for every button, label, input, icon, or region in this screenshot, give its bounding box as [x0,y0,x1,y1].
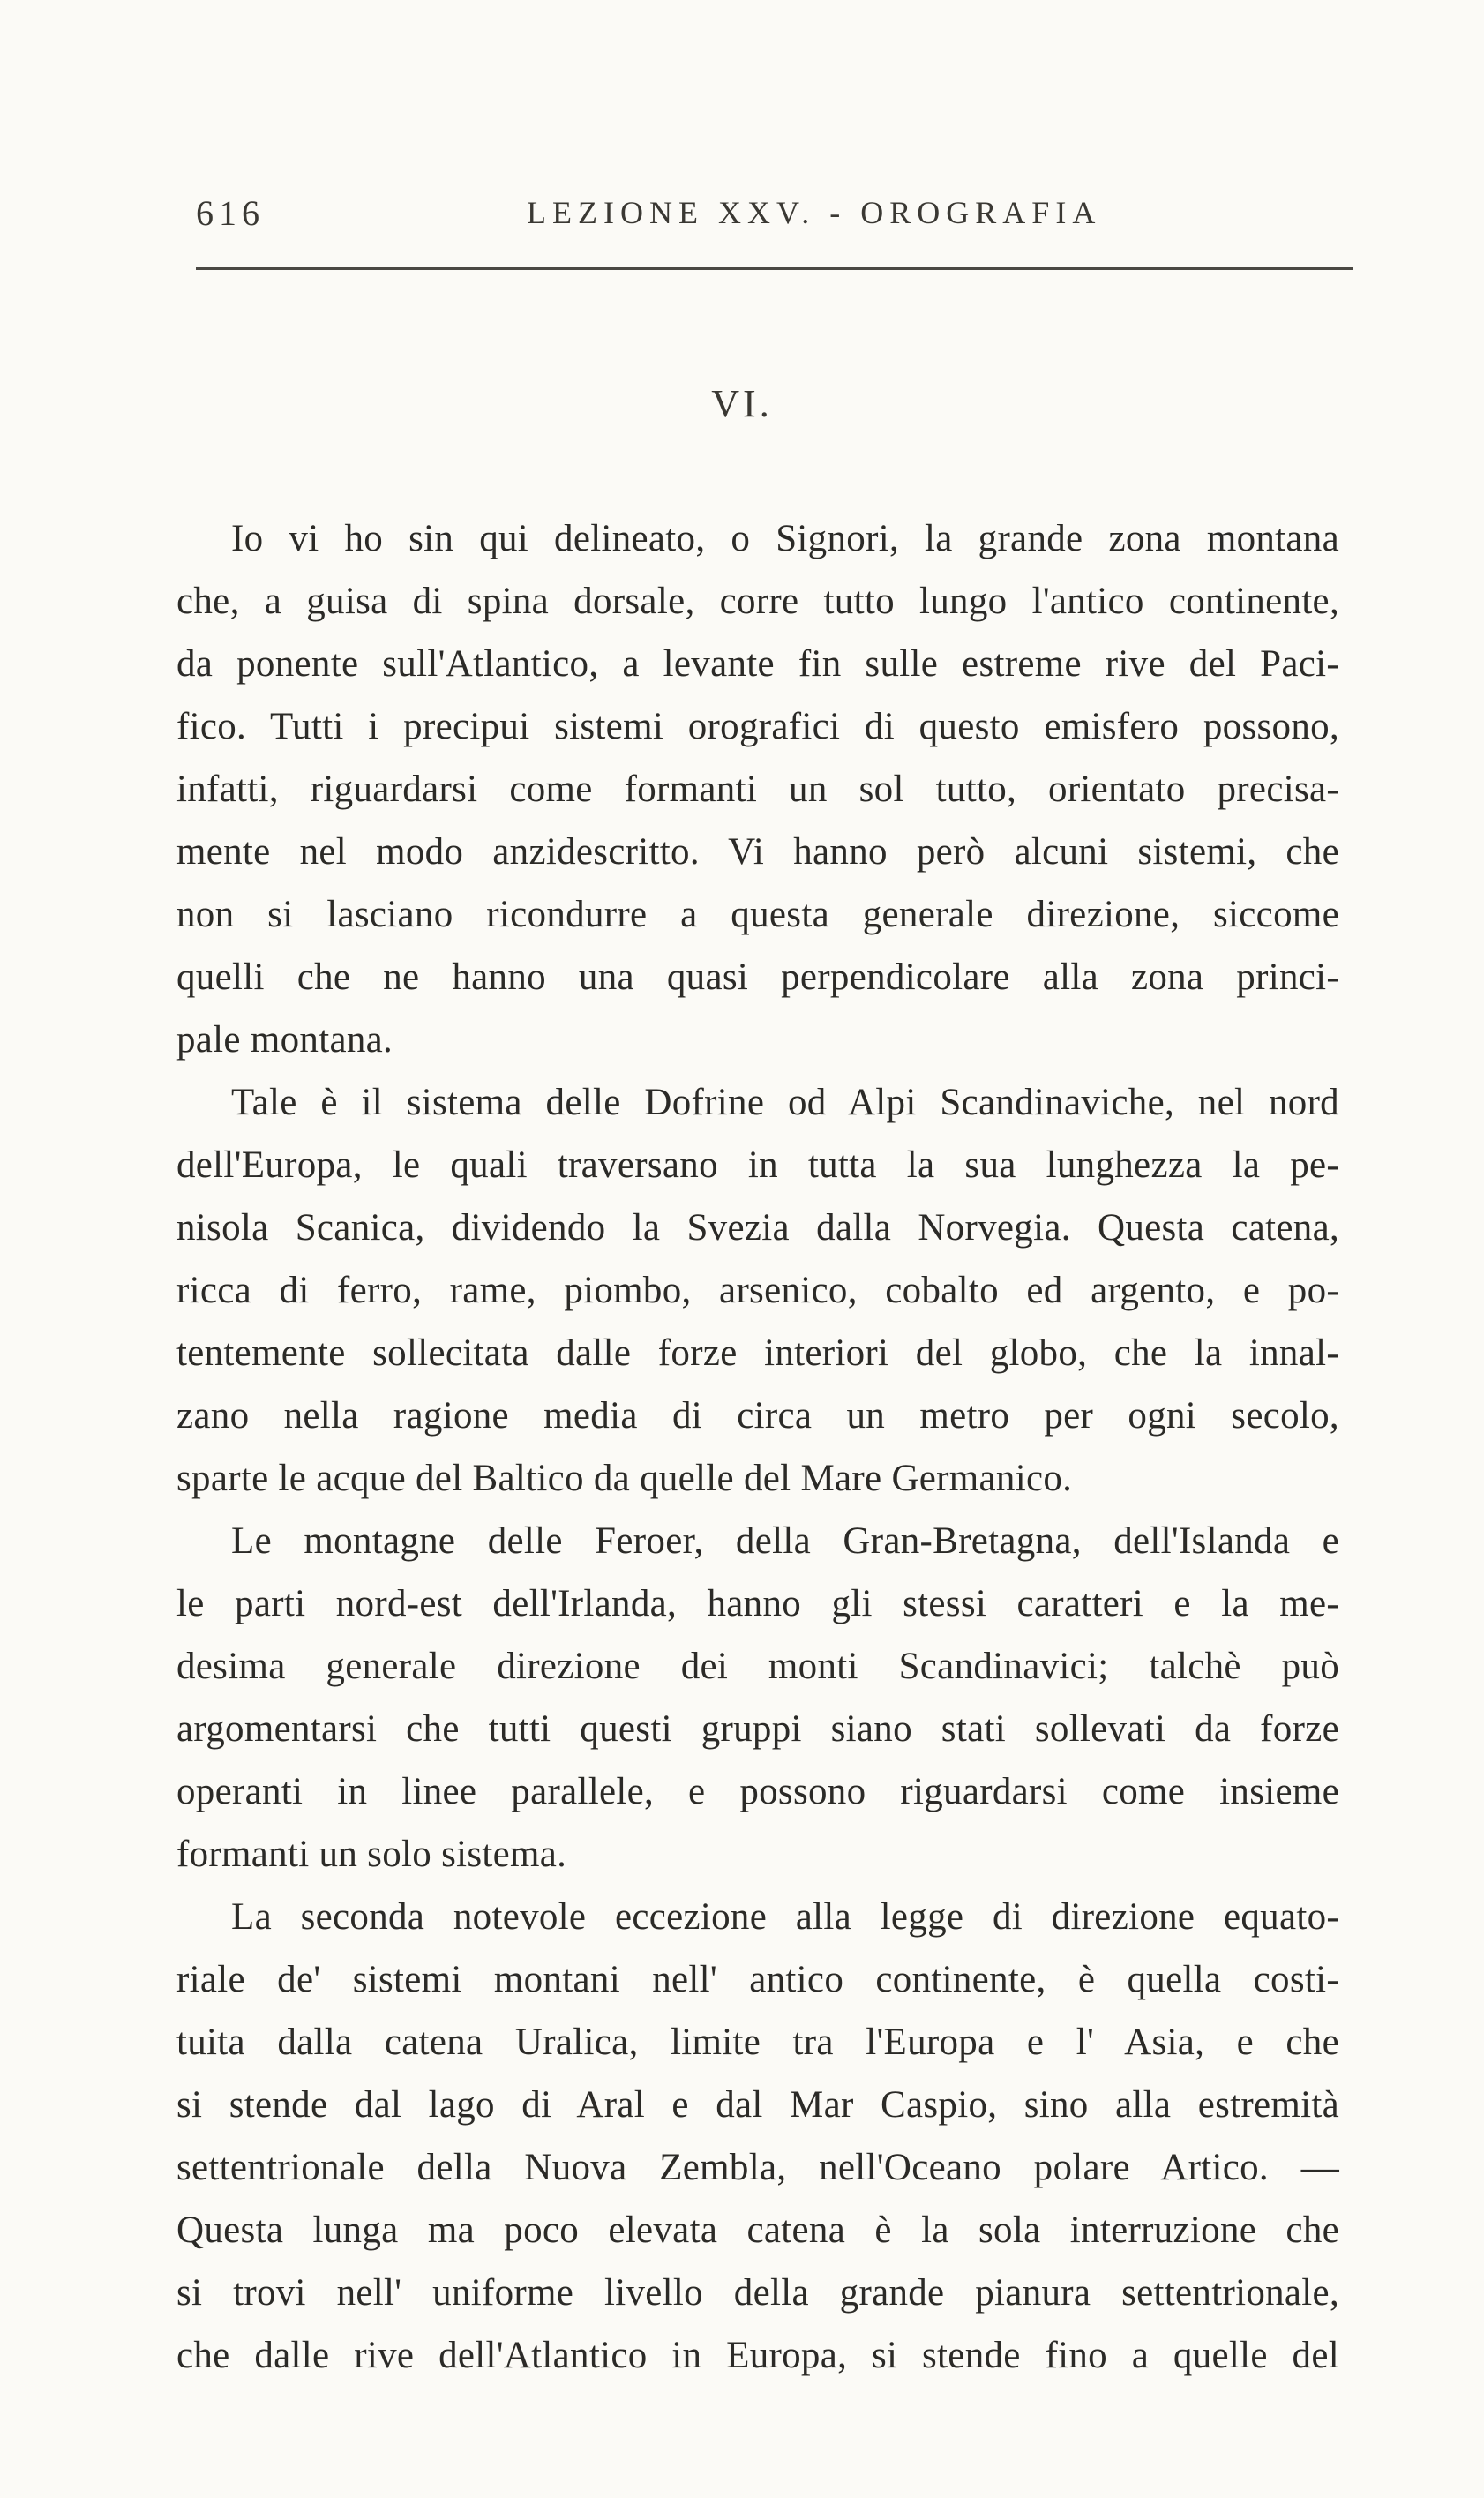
text-line: La seconda notevole eccezione alla legge di direzione equato- [231,1896,1339,1938]
text-line: infatti, riguardarsi come formanti un sol tutto, orientato precisa- [176,769,1339,810]
text-line: ricca di ferro, rame, piombo, arsenico, cobalto ed argento, e po- [176,1270,1339,1311]
text-line: Tale è il sistema delle Dofrine od Alpi Scandinaviche, nel nord [231,1082,1339,1123]
text-line: sparte le acque del Baltico da quelle del Mare Germanico. [176,1458,1073,1499]
text-line: si stende dal lago di Aral e dal Mar Caspio, sino alla estremità [176,2084,1339,2126]
text-line: formanti un solo sistema. [176,1834,567,1875]
text-line: fico. Tutti i precipui sistemi orografici di questo emisfero possono, [176,706,1339,747]
text-line: desima generale direzione dei monti Scandinavici; talchè può [176,1646,1339,1687]
page-header [196,192,1353,236]
text-line: dell'Europa, le quali traversano in tutta la sua lunghezza la pe- [176,1144,1339,1186]
text-line: non si lasciano ricondurre a questa generale direzione, siccome [176,894,1339,935]
text-line: operanti in linee parallele, e possono riguardarsi come insieme [176,1771,1339,1812]
text-line: zano nella ragione media di circa un metro per ogni secolo, [176,1395,1339,1437]
body-text [176,507,1339,2387]
text-line: tuita dalla catena Uralica, limite tra l'Europa e l' Asia, e che [176,2022,1339,2063]
text-line: quelli che ne hanno una quasi perpendicolare alla zona princi- [176,956,1339,998]
text-line: che dalle rive dell'Atlantico in Europa, si stende fino a quelle del [176,2335,1339,2376]
text-line: riale de' sistemi montani nell' antico continente, è quella costi- [176,1959,1339,2000]
text-line: mente nel modo anzidescritto. Vi hanno però alcuni sistemi, che [176,831,1339,873]
header-rule [196,267,1353,270]
text-line: nisola Scanica, dividendo la Svezia dalla Norvegia. Questa catena, [176,1207,1339,1249]
section-number: VI. [711,382,773,425]
text-line: che, a guisa di spina dorsale, corre tutto lungo l'antico continente, [176,581,1339,622]
text-line: argomentarsi che tutti questi gruppi siano stati sollevati da forze [176,1708,1339,1750]
text-line: pale montana. [176,1019,393,1061]
text-line: tentemente sollecitata dalle forze interiori del globo, che la innal- [176,1332,1339,1374]
text-line: Io vi ho sin qui delineato, o Signori, la grande zona montana [231,518,1339,559]
running-head: LEZIONE XXV. - OROGRAFIA [527,195,1102,230]
text-line: Questa lunga ma poco elevata catena è la sola interruzione che [176,2209,1339,2251]
text-line: settentrionale della Nuova Zembla, nell'Oceano polare Artico. — [176,2147,1339,2188]
text-line: si trovi nell' uniforme livello della grande pianura settentrionale, [176,2272,1339,2314]
text-line: Le montagne delle Feroer, della Gran-Bretagna, dell'Islanda e [231,1520,1339,1562]
page-number: 616 [196,193,265,233]
text-line: da ponente sull'Atlantico, a levante fin sulle estreme rive del Paci- [176,643,1339,685]
text-line: le parti nord-est dell'Irlanda, hanno gli stessi caratteri e la me- [176,1583,1339,1624]
